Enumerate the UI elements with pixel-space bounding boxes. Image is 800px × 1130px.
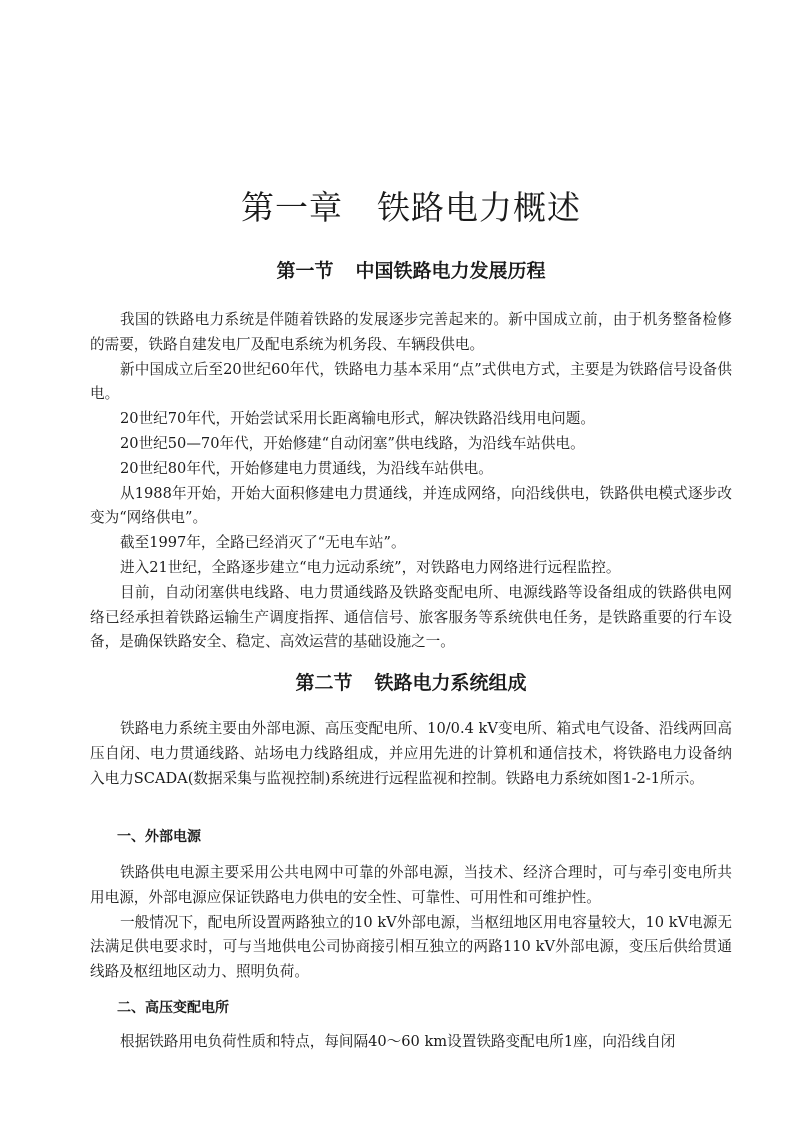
- paragraph: 根据铁路用电负荷性质和特点，每间隔40～60 km设置铁路变配电所1座，向沿线自闭: [120, 1033, 676, 1050]
- section-1-number: 第一节: [276, 260, 334, 282]
- paragraph: 20世纪50—70年代，开始修建“自动闭塞”供电线路，为沿线车站供电。: [120, 434, 585, 452]
- paragraph: 从1988年开始，开始大面积修建电力贯通线，并连成网络，向沿线供电，铁路供电模式逐步改变为“网络供电”。: [90, 484, 732, 527]
- paragraph: 目前，自动闭塞供电线路、电力贯通线路及铁路变配电所、电源线路等设备组成的铁路供电网络已经承担着铁路运输生产调度指挥、通信信号、旅客服务等系统供电任务，是铁路重要的行车设备，是确保铁路安全、稳定、高效运营的基础设施之一。: [90, 583, 732, 651]
- subsection-substation-heading: 二、高压变配电所: [117, 1000, 229, 1016]
- section-2-number: 第二节: [295, 672, 353, 694]
- section-2-intro: [90, 717, 732, 791]
- paragraph: 新中国成立后至20世纪60年代，铁路电力基本采用“点”式供电方式，主要是为铁路信号设备供电。: [90, 360, 732, 403]
- paragraph: 截至1997年，全路已经消灭了“无电车站”。: [120, 534, 406, 552]
- section-1-title: [90, 258, 732, 284]
- section-1-body: [90, 308, 732, 655]
- subsection-external-power-body: [90, 861, 732, 985]
- subsection-substation-body: [90, 1030, 732, 1055]
- paragraph: 20世纪80年代，开始修建电力贯通线，为沿线车站供电。: [120, 459, 493, 477]
- paragraph: 20世纪70年代，开始尝试采用长距离输电形式，解决铁路沿线用电问题。: [120, 410, 595, 428]
- section-2-title: [90, 670, 732, 696]
- subsection-external-power-heading: 一、外部电源: [117, 829, 201, 845]
- chapter-title: 第一章 铁路电力概述: [241, 188, 581, 227]
- section-2-name: 铁路电力系统组成: [374, 672, 527, 694]
- section-1-name: 中国铁路电力发展历程: [355, 260, 546, 282]
- paragraph: 铁路供电电源主要采用公共电网中可靠的外部电源，当技术、经济合理时，可与牵引变电所共用电源，外部电源应保证铁路电力供电的安全性、可靠性、可用性和可维护性。: [90, 864, 732, 906]
- paragraph: 一般情况下，配电所设置两路独立的10 kV外部电源，当枢纽地区用电容量较大，10 kV电源无法满足供电要求时，可与当地供电公司协商接引相互独立的两路110 kV外部电源，变压后供给贯通线路及枢纽地区动力、照明负荷。: [90, 913, 732, 981]
- paragraph: 铁路电力系统主要由外部电源、高压变配电所、10/0.4 kV变电所、箱式电气设备、沿线两回高压自闭、电力贯通线路、站场电力线路组成，并应用先进的计算机和通信技术，将铁路电力设备纳入电力SCADA(数据采集与监视控制)系统进行远程监视和控制。铁路电力系统如图1-2-1所示。: [90, 720, 732, 787]
- paragraph: 我国的铁路电力系统是伴随着铁路的发展逐步完善起来的。新中国成立前，由于机务整备检修的需要，铁路自建发电厂及配电系统为机务段、车辆段供电。: [90, 311, 732, 353]
- paragraph: 进入21世纪，全路逐步建立“电力远动系统”，对铁路电力网络进行远程监控。: [120, 558, 621, 576]
